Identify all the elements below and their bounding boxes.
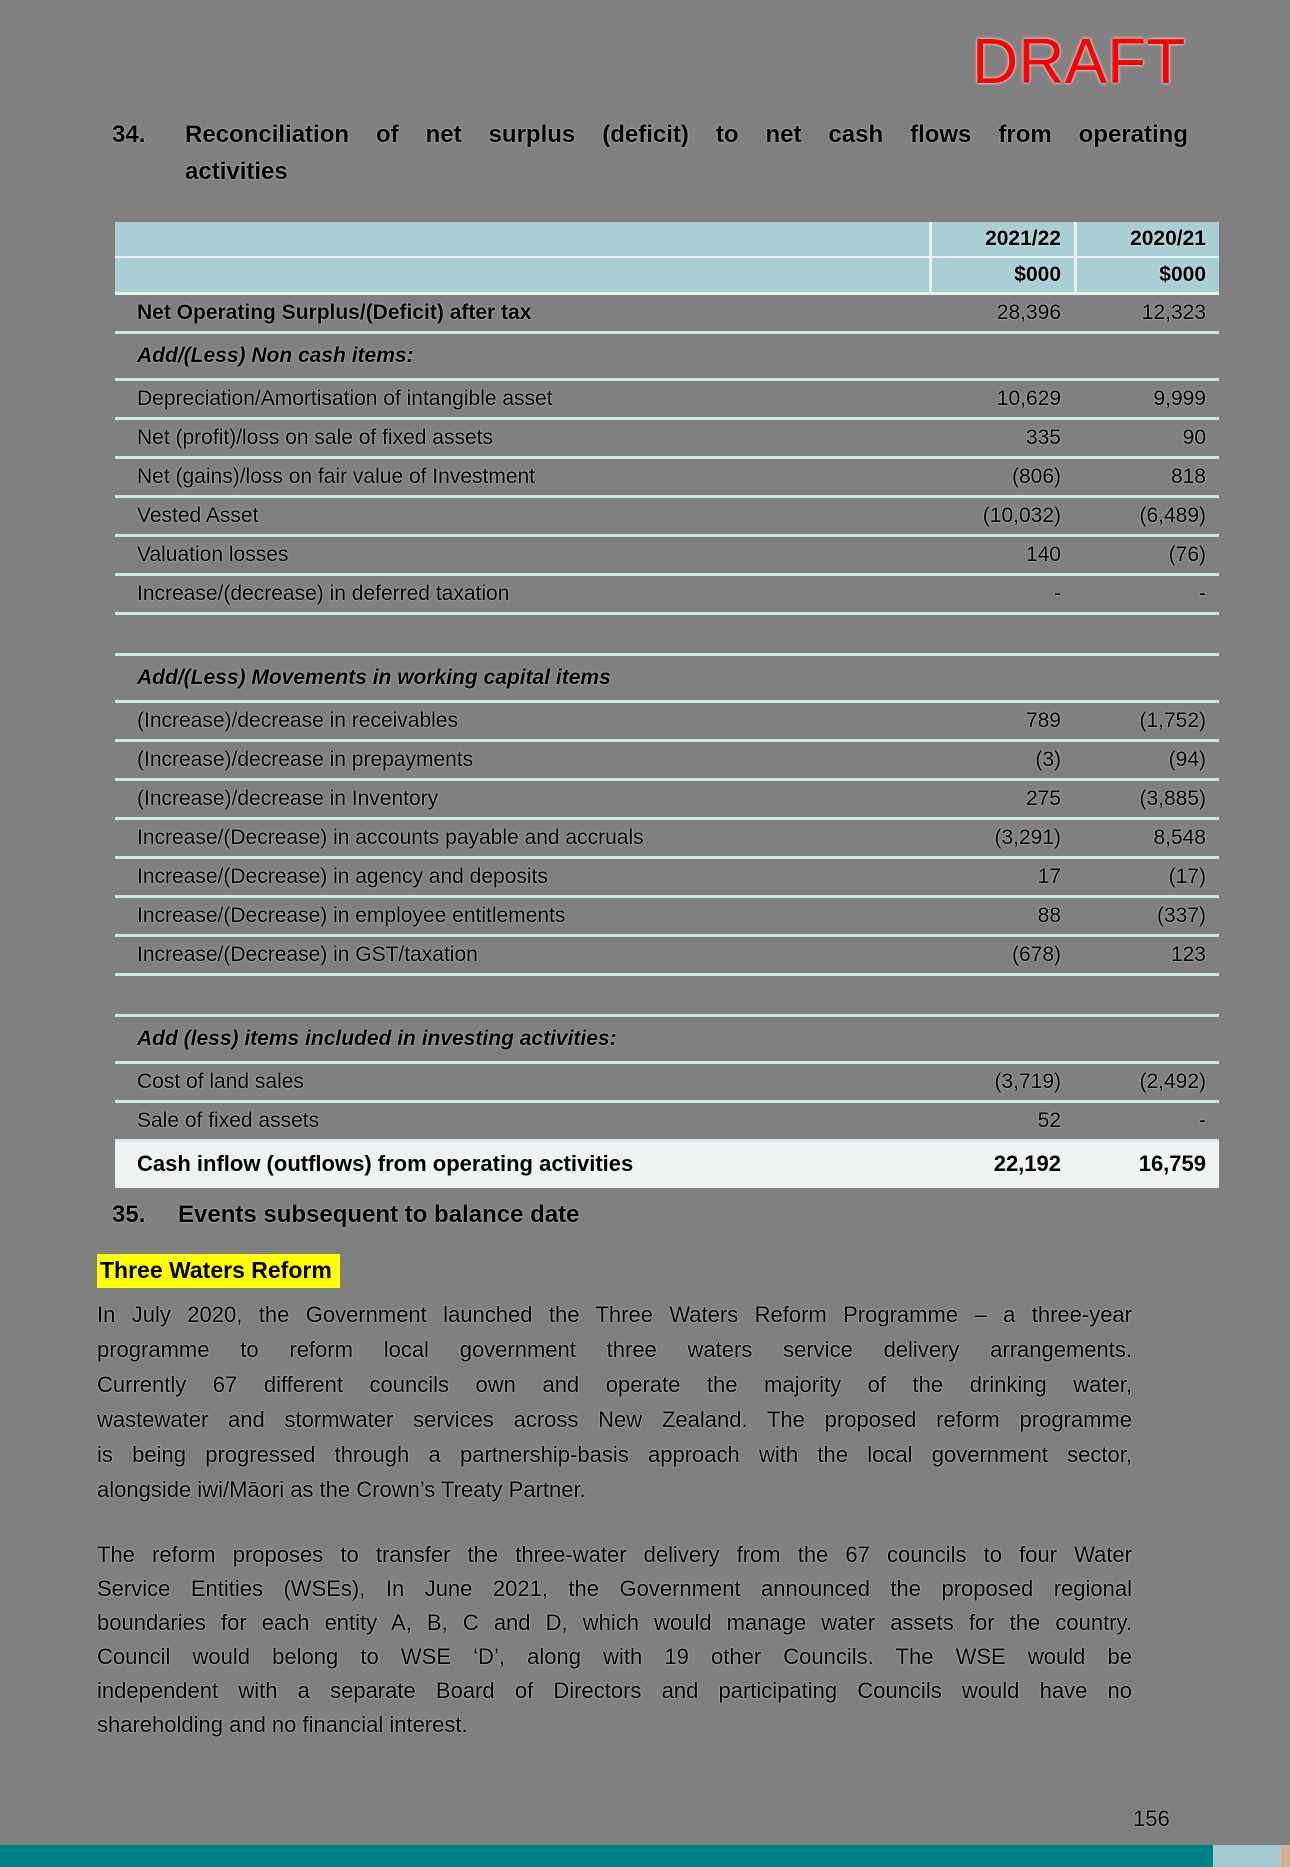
text-line: In July 2020, the Government launched the Three Waters Reform Programme – a three-year	[97, 1302, 1132, 1327]
table-row	[115, 459, 1219, 498]
row-value-2020-21: 123	[1170, 943, 1206, 966]
table-row	[115, 537, 1219, 576]
row-value-2021-22: 52	[1037, 1109, 1061, 1132]
row-value-2020-21: (2,492)	[1139, 1070, 1206, 1093]
row-label: Increase/(Decrease) in GST/taxation	[137, 943, 478, 966]
footer-bar-salmon	[1281, 1845, 1290, 1867]
text-line: The reform proposes to transfer the three-water delivery from the 67 councils to four Water	[97, 1542, 1132, 1567]
row-value-2020-21: -	[1199, 1109, 1206, 1132]
row-value-2020-21: 9,999	[1153, 387, 1206, 410]
three-waters-paragraph-1	[97, 1297, 1132, 1507]
table-row	[115, 498, 1219, 537]
row-value-2020-21: (337)	[1156, 904, 1206, 927]
row-value-2021-22: 10,629	[996, 387, 1061, 410]
table-row	[115, 703, 1219, 742]
header-year-2020-21: 2020/21	[1074, 222, 1219, 256]
row-value-2020-21: (94)	[1168, 748, 1206, 771]
table-body	[115, 295, 1219, 1188]
table-row	[115, 781, 1219, 820]
table-row	[115, 937, 1219, 976]
row-label: Increase/(Decrease) in employee entitlements	[137, 904, 566, 927]
table-row	[115, 742, 1219, 781]
text-line: Reconciliation of net surplus (deficit) to net cash flows from operating	[185, 121, 1188, 148]
row-label: Increase/(Decrease) in agency and deposits	[137, 865, 548, 888]
row-value-2021-22: 88	[1037, 904, 1061, 927]
row-value-2020-21: 818	[1170, 465, 1206, 488]
table-row	[115, 1142, 1219, 1188]
three-waters-reform-heading: Three Waters Reform	[97, 1254, 340, 1288]
row-value-2021-22: (10,032)	[982, 504, 1061, 527]
row-label: Net Operating Surplus/(Deficit) after tax	[137, 301, 532, 324]
row-label: Increase/(decrease) in deferred taxation	[137, 582, 510, 605]
row-label: (Increase)/decrease in Inventory	[137, 787, 439, 810]
row-label: Net (profit)/loss on sale of fixed assets	[137, 426, 493, 449]
table-spacer-row	[115, 615, 1219, 656]
header-label-cell	[115, 258, 929, 292]
section-35-number: 35.	[112, 1201, 146, 1228]
row-value-2021-22: (3)	[1035, 748, 1061, 771]
row-value-2021-22: (806)	[1011, 465, 1061, 488]
row-value-2020-21: (1,752)	[1139, 709, 1206, 732]
row-value-2020-21: 12,323	[1141, 301, 1206, 324]
row-label: Increase/(Decrease) in accounts payable and accruals	[137, 826, 644, 849]
reconciliation-table	[115, 222, 1219, 1188]
text-line: activities	[185, 158, 288, 185]
section-35-title: Events subsequent to balance date	[178, 1201, 580, 1228]
table-spacer-row	[115, 976, 1219, 1017]
text-line: alongside iwi/Māori as the Crown’s Treaty Partner.	[97, 1477, 586, 1502]
header-year-2021-22: 2021/22	[929, 222, 1074, 256]
row-value-2020-21: (76)	[1168, 543, 1206, 566]
row-value-2021-22: 140	[1025, 543, 1061, 566]
row-label: Depreciation/Amortisation of intangible asset	[137, 387, 553, 410]
section-34-heading	[112, 116, 1188, 190]
text-line: Service Entities (WSEs), In June 2021, the Government announced the proposed regional	[97, 1576, 1132, 1601]
text-line: shareholding and no financial interest.	[97, 1712, 468, 1737]
row-value-2021-22: 28,396	[996, 301, 1061, 324]
row-label: Cost of land sales	[137, 1070, 304, 1093]
row-label: Add/(Less) Movements in working capital items	[137, 666, 611, 689]
table-header-year-row	[115, 222, 1219, 256]
row-value-2020-21: 8,548	[1153, 826, 1206, 849]
row-value-2020-21: 16,759	[1138, 1151, 1206, 1176]
page-number: 156	[1133, 1806, 1170, 1831]
text-line: Council would belong to WSE ‘D’, along with 19 other Councils. The WSE would be	[97, 1644, 1132, 1669]
text-line: programme to reform local government three waters service delivery arrangements.	[97, 1337, 1132, 1362]
table-row	[115, 820, 1219, 859]
draft-watermark: DRAFT	[972, 25, 1186, 97]
text-line: wastewater and stormwater services across New Zealand. The proposed reform programme	[97, 1407, 1132, 1432]
row-value-2021-22: 335	[1025, 426, 1061, 449]
row-label: Add (less) items included in investing activities:	[137, 1027, 617, 1050]
row-value-2021-22: 17	[1037, 865, 1061, 888]
row-label: Vested Asset	[137, 504, 259, 527]
row-label: Net (gains)/loss on fair value of Investment	[137, 465, 536, 488]
table-row	[115, 381, 1219, 420]
table-row	[115, 334, 1219, 381]
table-row	[115, 1103, 1219, 1142]
text-line: independent with a separate Board of Directors and participating Councils would have no	[97, 1678, 1132, 1703]
table-row	[115, 576, 1219, 615]
text-line: is being progressed through a partnership-basis approach with the local government sector,	[97, 1442, 1132, 1467]
table-row	[115, 295, 1219, 334]
row-value-2020-21: (3,885)	[1139, 787, 1206, 810]
header-unit-2020-21: $000	[1074, 258, 1219, 292]
footer-bar-light	[1213, 1845, 1281, 1867]
row-value-2020-21: 90	[1182, 426, 1206, 449]
row-value-2021-22: (678)	[1011, 943, 1061, 966]
table-row	[115, 1064, 1219, 1103]
row-label: Add/(Less) Non cash items:	[137, 344, 414, 367]
text-line: Currently 67 different councils own and operate the majority of the drinking water,	[97, 1372, 1132, 1397]
row-label: Sale of fixed assets	[137, 1109, 320, 1132]
section-34-title	[185, 116, 1188, 190]
row-label: (Increase)/decrease in prepayments	[137, 748, 474, 771]
table-row	[115, 420, 1219, 459]
header-label-cell	[115, 222, 929, 256]
row-label: Valuation losses	[137, 543, 289, 566]
table-row	[115, 859, 1219, 898]
table-header-unit-row	[115, 256, 1219, 292]
row-value-2020-21: (17)	[1168, 865, 1206, 888]
row-value-2021-22: 789	[1025, 709, 1061, 732]
row-label: (Increase)/decrease in receivables	[137, 709, 458, 732]
table-row	[115, 898, 1219, 937]
row-value-2021-22: (3,719)	[994, 1070, 1061, 1093]
row-value-2021-22: 275	[1025, 787, 1061, 810]
row-value-2020-21: (6,489)	[1139, 504, 1206, 527]
header-unit-2021-22: $000	[929, 258, 1074, 292]
row-value-2021-22: 22,192	[993, 1151, 1061, 1176]
row-value-2020-21: -	[1199, 582, 1206, 605]
row-value-2021-22: (3,291)	[994, 826, 1061, 849]
text-line: boundaries for each entity A, B, C and D, which would manage water assets for the country.	[97, 1610, 1132, 1635]
row-value-2021-22: -	[1054, 582, 1061, 605]
three-waters-paragraph-2	[97, 1538, 1132, 1742]
section-35-heading	[112, 1196, 1188, 1233]
table-header	[115, 222, 1219, 295]
table-row	[115, 656, 1219, 703]
footer-bar-teal	[0, 1845, 1213, 1867]
row-label: Cash inflow (outflows) from operating activities	[137, 1151, 634, 1176]
table-row	[115, 1017, 1219, 1064]
section-34-number: 34.	[112, 121, 146, 148]
